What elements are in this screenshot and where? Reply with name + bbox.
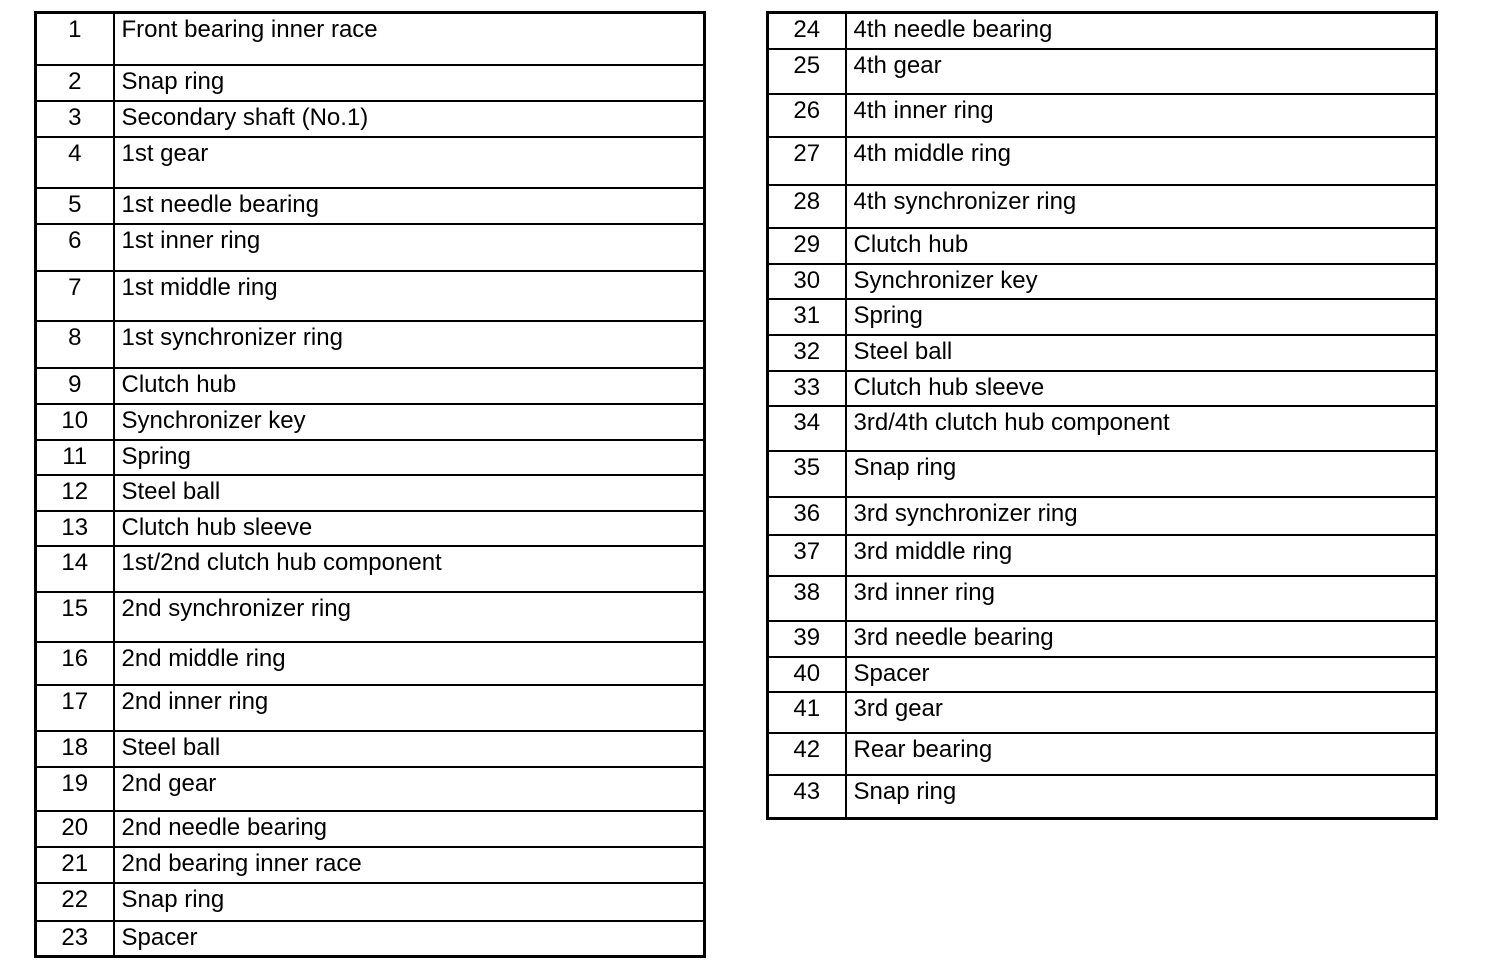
part-name: Steel ball (114, 475, 705, 511)
table-row (36, 883, 705, 921)
item-number: 24 (768, 13, 846, 49)
table-row (36, 101, 705, 137)
part-name: Spring (846, 299, 1437, 335)
table-row (36, 685, 705, 731)
item-number: 19 (36, 767, 114, 811)
item-number: 25 (768, 49, 846, 94)
part-name: 1st synchronizer ring (114, 321, 705, 368)
item-number: 17 (36, 685, 114, 731)
table-row (36, 921, 705, 957)
part-name: 4th middle ring (846, 137, 1437, 185)
part-name: 3rd synchronizer ring (846, 497, 1437, 535)
item-number: 22 (36, 883, 114, 921)
table-row (36, 368, 705, 404)
item-number: 15 (36, 592, 114, 642)
item-number: 3 (36, 101, 114, 137)
table-row (768, 371, 1437, 406)
item-number: 32 (768, 335, 846, 371)
item-number: 39 (768, 621, 846, 657)
part-name: 1st gear (114, 137, 705, 188)
table-row (36, 13, 705, 65)
part-name: Rear bearing (846, 733, 1437, 775)
part-name: 3rd/4th clutch hub component (846, 406, 1437, 451)
item-number: 36 (768, 497, 846, 535)
table-row (768, 406, 1437, 451)
table-row (768, 13, 1437, 49)
part-name: Synchronizer key (114, 404, 705, 440)
item-number: 18 (36, 731, 114, 767)
item-number: 37 (768, 535, 846, 576)
item-number: 35 (768, 451, 846, 497)
part-name: 3rd inner ring (846, 576, 1437, 621)
item-number: 28 (768, 185, 846, 228)
part-name: 1st needle bearing (114, 188, 705, 224)
part-name: Spring (114, 440, 705, 475)
table-row (768, 775, 1437, 819)
part-name: Snap ring (846, 775, 1437, 819)
table-row (768, 185, 1437, 228)
part-name: 2nd bearing inner race (114, 847, 705, 883)
item-number: 29 (768, 228, 846, 264)
item-number: 34 (768, 406, 846, 451)
part-name: 2nd inner ring (114, 685, 705, 731)
item-number: 30 (768, 264, 846, 299)
table-row (768, 451, 1437, 497)
item-number: 12 (36, 475, 114, 511)
part-name: Snap ring (114, 883, 705, 921)
part-name: 1st/2nd clutch hub component (114, 546, 705, 592)
table-row (768, 264, 1437, 299)
item-number: 1 (36, 13, 114, 65)
part-name: 4th inner ring (846, 94, 1437, 137)
table-row (768, 299, 1437, 335)
part-name: 2nd middle ring (114, 642, 705, 685)
parts-table-right (766, 11, 1438, 820)
item-number: 33 (768, 371, 846, 406)
table-row (768, 692, 1437, 733)
part-name: 1st middle ring (114, 271, 705, 321)
part-name: 2nd needle bearing (114, 811, 705, 847)
table-row (36, 404, 705, 440)
part-name: Snap ring (846, 451, 1437, 497)
part-name: Front bearing inner race (114, 13, 705, 65)
item-number: 23 (36, 921, 114, 957)
table-row (36, 731, 705, 767)
table-row (36, 767, 705, 811)
part-name: Clutch hub (114, 368, 705, 404)
part-name: Steel ball (114, 731, 705, 767)
item-number: 9 (36, 368, 114, 404)
item-number: 20 (36, 811, 114, 847)
table-row (36, 847, 705, 883)
item-number: 26 (768, 94, 846, 137)
part-name: Steel ball (846, 335, 1437, 371)
part-name: 3rd needle bearing (846, 621, 1437, 657)
part-name: Snap ring (114, 65, 705, 101)
table-row (36, 271, 705, 321)
table-row (768, 535, 1437, 576)
part-name: 2nd synchronizer ring (114, 592, 705, 642)
item-number: 2 (36, 65, 114, 101)
part-name: Clutch hub (846, 228, 1437, 264)
item-number: 13 (36, 511, 114, 546)
part-name: Secondary shaft (No.1) (114, 101, 705, 137)
part-name: 1st inner ring (114, 224, 705, 271)
item-number: 7 (36, 271, 114, 321)
part-name: Spacer (114, 921, 705, 957)
part-name: Clutch hub sleeve (846, 371, 1437, 406)
part-name: 4th needle bearing (846, 13, 1437, 49)
table-row (768, 733, 1437, 775)
part-name: Synchronizer key (846, 264, 1437, 299)
part-name: Clutch hub sleeve (114, 511, 705, 546)
part-name: Spacer (846, 657, 1437, 692)
table-row (768, 576, 1437, 621)
item-number: 4 (36, 137, 114, 188)
table-row (768, 621, 1437, 657)
item-number: 8 (36, 321, 114, 368)
table-row (36, 65, 705, 101)
item-number: 5 (36, 188, 114, 224)
table-row (36, 511, 705, 546)
item-number: 6 (36, 224, 114, 271)
item-number: 16 (36, 642, 114, 685)
table-row (36, 137, 705, 188)
table-row (36, 642, 705, 685)
table-row (36, 188, 705, 224)
item-number: 41 (768, 692, 846, 733)
item-number: 40 (768, 657, 846, 692)
item-number: 42 (768, 733, 846, 775)
item-number: 31 (768, 299, 846, 335)
table-row (36, 440, 705, 475)
table-row (768, 49, 1437, 94)
table-row (36, 224, 705, 271)
table-row (36, 475, 705, 511)
part-name: 4th gear (846, 49, 1437, 94)
table-row (36, 592, 705, 642)
part-name: 3rd middle ring (846, 535, 1437, 576)
table-row (36, 546, 705, 592)
item-number: 38 (768, 576, 846, 621)
item-number: 10 (36, 404, 114, 440)
table-row (768, 497, 1437, 535)
item-number: 21 (36, 847, 114, 883)
table-row (36, 811, 705, 847)
item-number: 27 (768, 137, 846, 185)
part-name: 2nd gear (114, 767, 705, 811)
item-number: 14 (36, 546, 114, 592)
table-row (768, 137, 1437, 185)
item-number: 11 (36, 440, 114, 475)
table-row (768, 335, 1437, 371)
table-row (768, 657, 1437, 692)
part-name: 4th synchronizer ring (846, 185, 1437, 228)
table-row (768, 228, 1437, 264)
item-number: 43 (768, 775, 846, 819)
part-name: 3rd gear (846, 692, 1437, 733)
table-row (768, 94, 1437, 137)
table-row (36, 321, 705, 368)
parts-table-left (34, 11, 706, 958)
